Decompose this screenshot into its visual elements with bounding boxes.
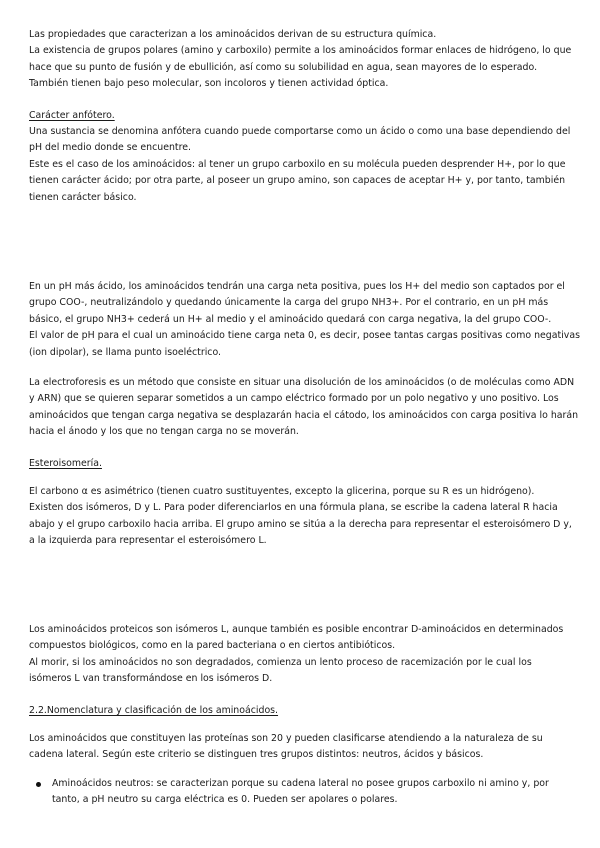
text-line: y ARN) que se quieren separar sometidos a un campo eléctrico formado por un polo negativo y uno positivo. Los: [29, 393, 559, 405]
text-line: básico, el grupo NH3+ cederá un H+ al medio y el aminoácido quedará con carga negativa, la del grupo COO-.: [29, 313, 552, 325]
text-line: isómeros L van transformándose en los isómeros D.: [29, 673, 273, 685]
electroforesis-paragraph: [29, 375, 579, 441]
text-line: grupo COO-, neutralizándolo y quedando únicamente la carga del grupo NH3+. Por el contrario, en un pH más: [29, 297, 549, 309]
intro-paragraph: [29, 27, 574, 93]
text-line: El valor de pH para el cual un aminoácido tiene carga neta 0, es decir, posee tantas cargas positivas como negativas: [29, 330, 580, 342]
text-line: Los aminoácidos proteicos son isómeros L, aunque también es posible encontrar D-aminoácidos en determinados: [29, 624, 564, 635]
anfotero-paragraph: [29, 124, 574, 206]
text-line: Una sustancia se denomina anfótera cuando puede comportarse como un ácido o como una base dependiendo del: [29, 126, 571, 137]
section-heading-anfotero: Carácter anfótero.: [29, 110, 115, 121]
bullet-icon: [36, 782, 41, 787]
text-line: Aminoácidos neutros: se caracterizan porque su cadena lateral no posee grupos carboxilo ni amino y, por: [52, 778, 549, 789]
text-line: Las propiedades que caracterizan a los aminoácidos derivan de su estructura química.: [29, 29, 437, 40]
text-line: En un pH más ácido, los aminoácidos tendrán una carga neta positiva, pues los H+ del medio son captados por el: [29, 281, 565, 292]
text-line: Al morir, si los aminoácidos no son degradados, comienza un lento proceso de racemización por le cual los: [29, 656, 532, 668]
text-line: También tienen bajo peso molecular, son incoloros y tienen actividad óptica.: [29, 78, 389, 90]
text-line: El carbono α es asimétrico (tienen cuatro sustituyentes, excepto la glicerina, porque su R es un hidrógeno).: [29, 486, 535, 497]
text-line: cadena lateral. Según este criterio se distinguen tres grupos distintos: neutros, ácidos y básicos.: [29, 749, 484, 761]
text-line: abajo y el grupo carboxilo hacia arriba. El grupo amino se sitúa a la derecha para representar el esteroisómero D y,: [29, 518, 572, 530]
text-line: hace que su punto de fusión y de ebullición, así como su solubilidad en agua, sean mayores de lo esperado.: [29, 61, 538, 73]
text-line: Este es el caso de los aminoácidos: al tener un grupo carboxilo en su molécula pueden desprender H+, por lo que: [29, 158, 566, 170]
ph-paragraph: [29, 279, 580, 361]
section-heading-nomenclatura: 2.2.Nomenclatura y clasificación de los aminoácidos.: [29, 705, 279, 716]
text-line: compuestos biológicos, como en la pared bacteriana o en ciertos antibióticos.: [29, 640, 396, 652]
text-line: (ion dipolar), se llama punto isoeléctrico.: [29, 346, 222, 358]
section-heading-esteroisomeria: Esteroisomería.: [29, 458, 102, 469]
bullet-item-neutros: [29, 776, 574, 809]
text-line: La electroforesis es un método que consiste en situar una disolución de los aminoácidos (o de moléculas como ADN: [29, 377, 575, 388]
text-line: tienen carácter ácido; por otra parte, al poseer un grupo amino, son capaces de aceptar H+ y, por tanto, también: [29, 175, 566, 187]
proteicos-paragraph: [29, 622, 574, 688]
text-line: hacia el ánodo y los que no tengan carga no se moverán.: [29, 426, 299, 438]
text-line: La existencia de grupos polares (amino y carboxilo) permite a los aminoácidos formar enlaces de hidrógeno, lo que: [29, 45, 572, 57]
text-line: Existen dos isómeros, D y L. Para poder diferenciarlos en una fórmula plana, se escribe la cadena lateral R hacia: [29, 502, 558, 514]
text-line: Los aminoácidos que constituyen las proteínas son 20 y pueden clasificarse atendiendo a la naturaleza de su: [29, 733, 543, 744]
text-line: a la izquierda para representar el esteroisómero L.: [29, 535, 267, 547]
text-line: pH del medio donde se encuentre.: [29, 142, 192, 154]
nomenclatura-paragraph: [29, 731, 574, 764]
text-line: aminoácidos que tengan carga negativa se desplazarán hacia el cátodo, los aminoácidos con carga positiva lo harán: [29, 409, 579, 421]
classification-bullet-list: [29, 776, 574, 809]
text-line: tanto, a pH neutro su carga eléctrica es 0. Pueden ser apolares o polares.: [52, 794, 398, 806]
esteroisomeria-paragraph: [29, 484, 574, 550]
text-line: tienen carácter básico.: [29, 191, 137, 203]
